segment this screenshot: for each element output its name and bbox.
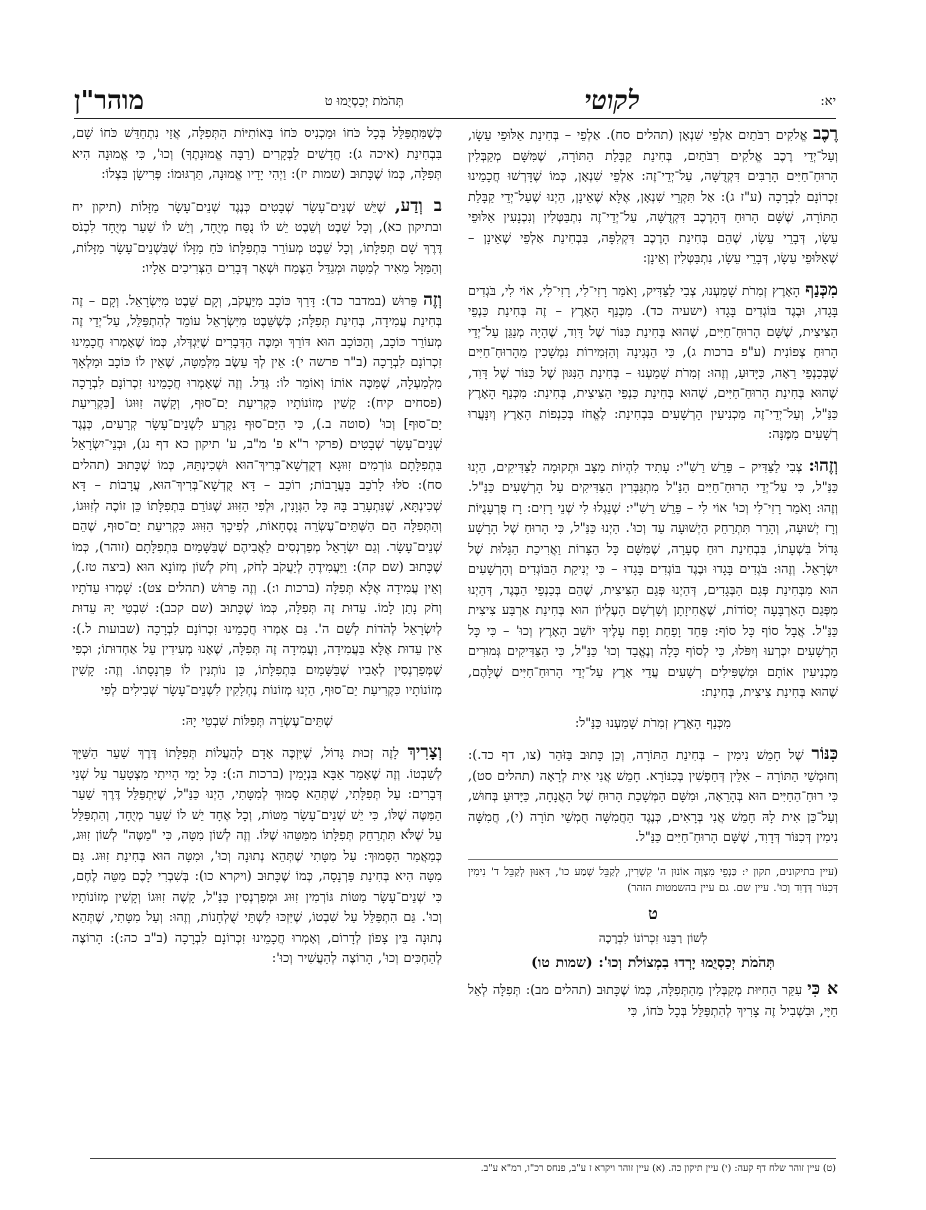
paragraph xyxy=(468,124,838,270)
section-letter: ט xyxy=(648,903,658,923)
paragraph xyxy=(468,280,838,446)
paragraph xyxy=(72,196,442,280)
paragraph-lead: וְזֶהוּ: xyxy=(808,455,838,476)
page-number: יא: xyxy=(820,94,836,109)
paragraph-lead: רֶכֶב xyxy=(813,124,838,144)
paragraph xyxy=(468,456,838,704)
right-column xyxy=(468,124,838,1152)
section-title: תְּהֹמֹת יְכַסְיֻמוּ יָרְדוּ בִמְצוֹלֹת וְכוּ': (שמות טו) xyxy=(531,954,775,971)
paragraph-text: עִקַּר הַחִיּוּת מְקַבְּלִין מֵהַתְּפִלָּה, כְּמוֹ שֶׁכָּתוּב (תהלים מב): תְּפִלָּה לְאֵל חַיָּי, וּבִשְׁבִיל זֶה צָרִיךְ לְהִתְפַּלֵּל בְּכָל כֹּחוֹ, כִּי xyxy=(468,983,838,1019)
paragraph-text: פֵּרוּשׁ (במדבר כד): דָּרַךְ כּוֹכָב מִיַּעֲקֹב, וְקָם שֵׁבֶט מִיִּשְׂרָאֵל. וְקָם – זֶה בְּחִינַת עֲמִידָה, בְּחִינַת תְּפִלָּה; כְּשֶׁשֵּׁבֶט מִיִּשְׂרָאֵל עוֹמֵד לְהִתְפַּלֵּל, עַל־יְדֵי זֶה מְעוֹרֵר כּוֹכָב, וְהַכּוֹכָב הוּא דּוֹרֵךְ וּמַכֶּה הַדְּבָרִים שֶׁיִּגְדְּלוּ, כְּמוֹ שֶׁאָמְרוּ חֲכָמֵינוּ זִכְרוֹנָם לִבְרָכָה (ב"ר פרשה י): אֵין לְךָ עֵשֶׂב מִלְּמַטָּה, שֶׁאֵין לוֹ כּוֹכָב וּמַלְאָךְ מִלְמַעְלָה, שֶׁמַּכֶּה אוֹתוֹ וְאוֹמֵר לוֹ: גְּדַל. וְזֶה שֶׁאָמְרוּ חֲכָמֵינוּ זִכְרוֹנָם לִבְרָכָה (פסחים קיח): קָשִׁין מְזוֹנוֹתָיו כִּקְרִיעַת יַם־סוּף, וְקָשֶׁה זִוּוּגוֹ [כִּקְרִיעַת יַם־סוּף] וְכוּ' (סוטה ב.), כִּי הַיַּם־סוּף נִקְרַע לִשְׁנֵים־עָשָׂר קְרָעִים, כְּנֶגֶד שְׁנֵים־עָשָׂר שְׁבָטִים (פרקי ר"א פ' מ"ב, ע' תיקון כא דף נג), וּבְנֵי־יִשְׂרָאֵל בִּתְפִלָּתָם גּוֹרְמִים זִוּוּגָא דְקֻדְשָׁא־בְּרִיךְ־הוּא וּשְׁכִינְתֵּהּ, כְּמוֹ שֶׁכָּתוּב (תהלים סח): סֹלּוּ לָרֹכֵב בָּעֲרָבוֹת; רוֹכֵב – דָּא קֻדְשָׁא־בְּרִיךְ־הוּא, עֲרָבוֹת – דָּא שְׁכִינְתָּא, שֶׁנִּתְעָרֵב בָּהּ כָּל הַגְּוָנִין, וּלְפִי הַזִּוּוּג שֶׁגּוֹרֵם בִּתְפִלָּתוֹ כֵּן זוֹכֶה לְזִוּוּגוֹ, וְהַתְּפִלָּה הֵם הַשְּׁתֵּים־עֶשְׂרֵה נֻסְחָאוֹת, לְפִיכָךְ הַזִּוּוּג כִּקְרִיעַת יַם־סוּף, שֶׁהֵם שְׁנֵים־עָשָׂר. וְגַם יִשְׂרָאֵל מְפַרְנְסִים לַאֲבִיהֶם שֶׁבַּשָּׁמַיִם בִּתְפִלָּתָם (זוהר), כְּמוֹ שֶׁכָּתוּב (שם קה): וַיַּעֲמִידֶהָ לְיַעֲקֹב לְחֹק, וְחֹק לְשׁוֹן מְזוֹנָא הוּא (ביצה טז.), וְאֵין עֲמִידָה אֶלָּא תְּפִלָּה (ברכות ו:). וְזֶה פֵּרוּשׁ (תהלים צט): שָׁמְרוּ עֵדֹתָיו וְחֹק נָתַן לָמוֹ. עֵדוּת זֶה תְּפִלָּה, כְּמוֹ שֶׁכָּתוּב (שם קכב): שִׁבְטֵי יָהּ עֵדוּת לְיִשְׂרָאֵל לְהֹדוֹת לְשֵׁם ה'. גַּם אָמְרוּ חֲכָמֵינוּ זִכְרוֹנָם לִבְרָכָה (שבועות ל.): אֵין עֵדוּת אֶלָּא בַּעֲמִידָה, וַעֲמִידָה זֶה תְּפִלָּה, שֶׁאָנוּ מְעִידִין עַל אַחְדוּתוֹ; וּכְפִי שֶׁמְּפַרְנְסִין לְאָבִיו שֶׁבַּשָּׁמַיִם בִּתְפִלָּתוֹ, כֵּן נוֹתְנִין לוֹ פַּרְנָסָתוֹ. וְזֶה: קָשִׁין מְזוֹנוֹתָיו כִּקְרִיעַת יַם־סוּף, הַיְנוּ מְזוֹנוֹת נֶחְלָקִין לִשְׁנֵים־עָשָׂר שְׁבִילִים לְפִי xyxy=(72,293,442,698)
verse-line: מִכְּנַף הָאָרֶץ זְמִרֹת שָׁמַעְנוּ כַּנַּ"ל: xyxy=(574,715,732,731)
paragraph xyxy=(72,742,442,970)
paragraph-lead: ב וְדַע, xyxy=(394,195,442,216)
paragraph xyxy=(468,979,838,1022)
paragraph-lead: וְזֶה xyxy=(423,289,442,310)
text-columns xyxy=(72,124,838,1152)
paragraph xyxy=(468,744,838,849)
page-header xyxy=(74,84,836,119)
bracket-note: (עיין בתיקונים, תקון י: כַּנְפֵי מִצְוָה אוֹנוּן ה' קִשְׁרִין, לְקַבֵּל שְׁמַע כו', דְּאִנּוּן לְקַבֵּל ד' נִימִין דְּכִנּוֹר דְּדָוִד וְכוּ'. עיין שם. גם עיין בהשמטות הזהר) xyxy=(468,859,838,896)
paragraph-text: אֱלֹקִים רִבֹּתַיִם אַלְפֵי שִׁנְאָן (תהלים סח). אַלְפֵי – בְּחִינַת אַלּוּפֵי עֵשָׂו, וְעַל־יְדֵי רֶכֶב אֱלֹקִים רִבֹּתַיִם, בְּחִינַת קַבָּלַת הַתּוֹרָה, שֶׁמִּשָּׁם מְקַבְּלִין הָרוּחַ־חַיִּים הָרַבִּים דִּקְדֻשָּׁה, עַל־יְדֵי־זֶה: אַלְפֵי שִׁנְאָן, כְּמוֹ שֶׁדָּרְשׁוּ חֲכָמֵינוּ זִכְרוֹנָם לִבְרָכָה (ע"ז ג): אַל תִּקְרֵי שִׁנְאָן, אֶלָּא שֶׁאֵינָן, הַיְנוּ שֶׁעַל־יְדֵי קַבָּלַת הַתּוֹרָה, שֶׁשָּׁם הָרוּחַ דְּהָרֶכֶב דִּקְדֻשָּׁה, עַל־יְדֵי־זֶה נִתְבַּטְּלִין וְנִכְנָעִין אַלּוּפֵי עֵשָׂו, דְּבָרֵי עֵשָׂו, שֶׁהֵם בְּחִינַת הָרֶכֶב דִּקְלִפָּה, בִּבְחִינַת אַלְפֵי שֶׁאֵינָן – שֶׁאַלּוּפֵי עֵשָׂו, דְּבָרֵי עֵשָׂו, נִתְבַּטְּלִין וְאֵינָן: xyxy=(468,128,838,266)
left-column xyxy=(72,124,442,1152)
paragraph-lead: מִכְּנַף xyxy=(805,279,838,300)
paragraph xyxy=(72,290,442,702)
section-subtitle: לְשׁוֹן רַבֵּנוּ זִכְרוֹנוֹ לִבְרָכָה xyxy=(598,931,708,945)
paragraph-text: צְבִי לַצַּדִּיק – פֵּרֵשׁ רַשִׁ"י: עָתִיד לִהְיוֹת מַצָּב וּתְקוּמָה לַצַּדִּיקִים, הַיְנוּ כַּנַּ"ל, כִּי עַל־יְדֵי הָרוּחַ־חַיִּים הַנַּ"ל מִתְגַּבְּרִין הַצַּדִּיקִים עַל הָרְשָׁעִים כַּנַּ"ל. וְזֶהוּ: וָאֹמַר רָזִי־לִי וְכוּ' אוֹי לִי – פֵּרֵשׁ רַשִׁ"י: שְׁנֵגְלוּ לִי שְׁנֵי רָזִים: רָז פֻּרְעָנֻיּוֹת וְרָז יְשׁוּעָה, וְהָרֵר תִּתְרַחֵק הַיְשׁוּעָה עַד וְכוּ'. הַיְנוּ כַּנַּ"ל, כִּי הָרוּחַ שֶׁל הָרָשָׁע גָּדוֹל בִּשְׁעָתוֹ, בִּבְחִינַת רוּחַ סְעָרָה, שֶׁמִּשָּׁם כָּל הַצָּרוֹת וַאֲרִיכַת הַגָּלוּת שֶׁל יִשְׂרָאֵל. וְזֶהוּ: בֹּגְדִים בָּגָדוּ וּבֶגֶד בּוֹגְדִים בָּגָדוּ – כִּי יְנִיקַת הַבּוֹגְדִים וְהָרְשָׁעִים הוּא מִבְּחִינַת פְּגַם הַבְּגָדִים, דְּהַיְנוּ פְּגַם הַצִּיצִית, שֶׁהֵם בְּכַנְפֵי הַבֶּגֶד, דְּהַיְנוּ מִפְּגַם הָאַרְבָּעָה יְסוֹדוֹת, שֶׁאֲחִיזָתָן וְשָׁרְשָׁם הָעֶלְיוֹן הוּא בְּחִינַת אַרְבַּע צִיצִית כַּנַּ"ל. אֲבָל סוֹף כָּל סוֹף: פַּחַד וָפַחַת וָפָח עָלֶיךָ יוֹשֵׁב הָאָרֶץ וְכוּ' – כִּי כָּל הָרְשָׁעִים יִכְרְעוּ וְיִפֹּלוּ, כִּי לְסוֹף כָּלָה וְנֶאֱבַד וְכוּ' כַּנַּ"ל, כִּי הַצַּדִּיקִים גְּמוּרִים מַכְנִיעִין אוֹתָם וּמַשְׁפִּילִים רְשָׁעִים עֲדֵי אָרֶץ עַל־יְדֵי הָרוּחַ־חַיִּים שֶׁלָּהֶם, שֶׁהוּא בְּחִינַת צִיצִית, בְּחִינַת: xyxy=(468,459,838,700)
book-title-right: לקוטי xyxy=(584,86,640,116)
verse-line: שְׁתֵּים־עֶשְׂרֵה תְּפִלּוֹת שִׁבְטֵי יָהּ: xyxy=(181,713,333,729)
book-title-left: מוהר"ן xyxy=(74,86,144,116)
page-footnote: (ט) עיין זוהר שלח דף קעה: (י) עיין תיקון כה. (א) עיין זוהר ויקרא ז ע"ב, פנחס רכ"ו, רמ"א ע"ב. xyxy=(90,1158,836,1174)
paragraph-text: לָזֶה זְכוּת גָּדוֹל, שֶׁיִּזְכֶּה אָדָם לְהַעֲלוֹת תְּפִלָּתוֹ דֶּרֶךְ שַׁעַר הַשַּׁיָּךְ לְשִׁבְטוֹ. וְזֶה שֶׁאָמַר אַבָּא בִּנְיָמִין (ברכות ה:): כָּל יָמַי הָיִיתִי מִצְטָעֵר עַל שְׁנֵי דְּבָרִים: עַל תְּפִלָּתִי, שֶׁתְּהֵא סָמוּךְ לְמִטָּתִי, הַיְנוּ כַּנַּ"ל, שֶׁיִּתְפַּלֵּל דֶּרֶךְ שַׁעַר הַמַּטֶּה שֶׁלּוֹ, כִּי יֵשׁ שְׁנֵים־עָשָׂר מַטּוֹת, וְכָל אֶחָד יֵשׁ לוֹ שַׁעַר מְיֻחָד, וְהִתְפַּלֵּל עַל שֶׁלֹּא תִּתְרַחֵק תְּפִלָּתוֹ מִמַּטֵּהוּ שֶׁלּוֹ. וְזֶה לְשׁוֹן מִטָּה, כִּי "מַטֶּה" לְשׁוֹן זִוּוּג, כְּמַאֲמַר הַסָּמוּךְ: עַל מִטָּתִי שֶׁתְּהֵא נְתוּנָה וְכוּ', וּמִטָּה הוּא בְּחִינַת זִוּוּג. גַּם מִטָּה הִיא בְּחִינַת פַּרְנָסָה, כְּמוֹ שֶׁכָּתוּב (ויקרא כו): בְּשִׁבְרִי לָכֶם מַטֵּה לֶחֶם, כִּי שְׁנֵים־עָשָׂר מַטּוֹת גּוֹרְמִין זִוּוּג וּמְפַרְנְסִין כַּנַּ"ל, קָשֶׁה זִוּוּגוֹ וְקָשִׁין מְזוֹנוֹתָיו וְכוּ'. גַּם הִתְפַּלֵּל עַל שִׁבְטוֹ, שֶׁיִּזְכּוּ לִשְׁתֵּי שֻׁלְחָנוֹת, וְזֶהוּ: וְעַל מִטָּתִי, שֶׁתְּהֵא נְתוּנָה בֵּין צָפוֹן לְדָרוֹם, וְאָמְרוּ חֲכָמֵינוּ זִכְרוֹנָם לִבְרָכָה (ב"ב כה:): הָרוֹצֶה לְהַחְכִּים וְכוּ', הָרוֹצֶה לְהַעֲשִׁיר וְכוּ': xyxy=(72,746,442,966)
paragraph-text: שֶׁל חָמֵשׁ נִימִין – בְּחִינַת הַתּוֹרָה, וְכֵן כָּתוּב בַּזֹּהַר (צו, דף כד.): וְחוּמְשֵׁי הַתּוֹרָה – אִלֵּין דְּחַפְשִׁין בְּכִנּוֹרָא. חָמֵשׁ אֲנִי אִית לְרָאָה (תהלים סט), כִּי רוּחַ־הַחַיִּים הוּא בְּהָרֵאָה, וּמִשָּׁם הַמְּשָׁכַת הָרוּחַ שֶׁל הָאֲנָחָה, כַּיָּדוּעַ בְּחוּשׁ, וְעַל־כֵּן אִית לָהּ חָמֵשׁ אֲנִי בְּרָאִים, כְּנֶגֶד הַחֲמִשָּׁה חֻמְשֵׁי תוֹרָה (י), חֲמִשָּׁה נִימִין דְּכִנּוֹר דְּדָוִד, שֶׁשָּׁם הָרוּחַ־חַיִּים כַּנַּ"ל. xyxy=(468,748,838,845)
running-head: תְּהֹמֹת יְכַסְיֻמוּ ט xyxy=(324,94,404,109)
paragraph-text: כְּשֶׁמִּתְפַּלֵּל בְּכָל כֹּחוֹ וּמַכְנִיס כֹּחוֹ בָּאוֹתִיּוֹת הַתְּפִלָּה, אֲזַי נִתְחַדֵּשׁ כֹּחוֹ שָׁם, בִּבְחִינַת (איכה ג): חֲדָשִׁים לַבְּקָרִים (רַבָּה אֱמוּנָתֶךָ) וְכוּ', כִּי אֱמוּנָה הִיא תְּפִלָּה, כְּמוֹ שֶׁכָּתוּב (שמות יז): וַיְהִי יָדָיו אֱמוּנָה, תַּרְגּוּמוֹ: פְּרִישָׂן בִּצְלוֹ: xyxy=(72,126,442,182)
paragraph-lead: וְצָרִיךְ xyxy=(407,742,442,762)
paragraph-text: הָאָרֶץ זְמִרֹת שָׁמַעְנוּ, צְבִי לַצַּדִּיק, וָאֹמַר רָזִי־לִי, רָזִי־לִי, אוֹי לִי, בֹּגְדִים בָּגָדוּ, וּבֶגֶד בּוֹגְדִים בָּגָדוּ (ישעיה כד). מִכְּנַף הָאָרֶץ – זֶה בְּחִינַת כַּנְפֵי הַצִּיצִית, שֶׁשָּׁם הָרוּחַ־חַיִּים, שֶׁהוּא בְּחִינַת כִּנּוֹר שֶׁל דָּוִד, שֶׁהָיָה מְנַגֵּן עַל־יְדֵי הָרוּחַ צְפוֹנִית (ע"פ ברכות ג), כִּי הַנְּגִינָה וְהַזְּמִירוֹת נִמְשָׁכִין מֵהָרוּחַ־חַיִּים שֶׁבְּכַנְפֵי רֵאָה, כַּיָּדוּעַ, וְזֶהוּ: זְמִרֹת שָׁמַעְנוּ – בְּחִינַת הַנִּגּוּן שֶׁל כִּנּוֹר שֶׁל דָּוִד, שֶׁהוּא בְּחִינַת הָרוּחַ־חַיִּים, שֶׁהוּא בְּחִינַת כַּנְפֵי הַצִּיצִית, בְּחִינַת: מִכְּנַף הָאָרֶץ כַּנַּ"ל, וְעַל־יְדֵי־זֶה מַכְנִיעִין הָרְשָׁעִים בִּבְחִינַת: לֶאֱחֹז בְּכַנְפוֹת הָאָרֶץ וְיִנָּעֲרוּ רְשָׁעִים מִמֶּנָּה: xyxy=(468,283,838,442)
paragraph xyxy=(72,124,442,186)
paragraph-lead: א כִּי xyxy=(807,979,838,999)
paragraph-text: שֶׁיֵּשׁ שְׁנֵים־עָשָׂר שְׁבָטִים כְּנֶגֶד שְׁנֵים־עָשָׂר מַזָּלוֹת (תיקון יח ובתיקון כא), וְכָל שֵׁבֶט וְשֵׁבֶט יֵשׁ לוֹ נֻסַּח מְיֻחָד, וְיֵשׁ לוֹ שַׁעַר מְיֻחָד לִכְנֹס דֶּרֶךְ שָׁם תְּפִלָּתוֹ, וְכָל שֵׁבֶט מְעוֹרֵר בִּתְפִלָּתוֹ כֹּחַ מַזָּלוֹ שֶׁבִּשְׁנֵים־עָשָׂר מַזָּלוֹת, וְהַמַּזָּל מֵאִיר לְמַטָּה וּמְגַדֵּל הַצֶּמַח וּשְׁאָר דְּבָרִים הַצְּרִיכִים אֵלָיו: xyxy=(72,199,442,276)
paragraph-lead: כִּנּוֹר xyxy=(811,744,838,764)
